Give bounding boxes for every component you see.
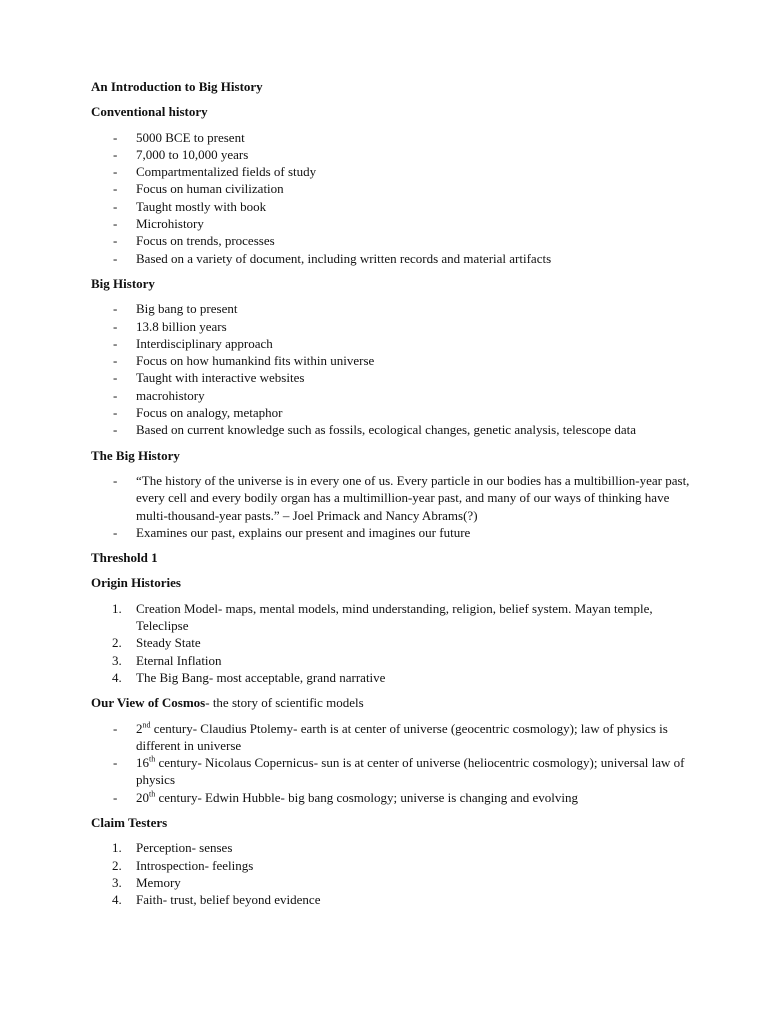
- number-marker: 2.: [112, 857, 122, 873]
- dash-marker: -: [113, 216, 118, 232]
- list-item: [91, 754, 691, 789]
- number-marker: 1.: [112, 840, 122, 856]
- dash-marker: -: [113, 353, 118, 369]
- list-item-text: Taught with interactive websites: [136, 370, 305, 386]
- dash-marker: -: [113, 129, 118, 145]
- number-marker: 4.: [112, 892, 122, 908]
- list-item: [91, 250, 691, 267]
- list-item: [91, 387, 691, 404]
- section-heading-claim-testers: Claim Testers: [91, 814, 168, 830]
- view-of-cosmos-subtitle: - the story of scientific models: [205, 695, 364, 711]
- list-item-text: Introspection- feelings: [136, 857, 254, 873]
- list-item: [91, 180, 691, 197]
- number-marker: 2.: [112, 635, 122, 651]
- dash-marker: -: [113, 164, 118, 180]
- list-item: [91, 146, 691, 163]
- ordinal-suffix: th: [149, 789, 156, 799]
- list-item: [91, 335, 691, 352]
- list-item: [91, 634, 691, 651]
- section-heading-conventional-history: Conventional history: [91, 104, 208, 120]
- dash-marker: -: [113, 472, 118, 488]
- list-item-text: Taught mostly with book: [136, 198, 267, 214]
- dash-marker: -: [113, 198, 118, 214]
- section-heading-the-big-history: The Big History: [91, 447, 180, 463]
- list-item: [91, 472, 691, 524]
- century-number: 2: [136, 720, 143, 736]
- list-item: [91, 198, 691, 215]
- list-item-text: Big bang to present: [136, 301, 238, 317]
- list-item-text: century- Edwin Hubble- big bang cosmology; universe is changing and evolving: [155, 789, 579, 805]
- list-item-text: Faith- trust, belief beyond evidence: [136, 892, 321, 908]
- ordinal-suffix: th: [149, 754, 156, 764]
- dash-marker: -: [113, 318, 118, 334]
- section-heading-origin-histories: Origin Histories: [91, 575, 181, 591]
- number-marker: 1.: [112, 600, 122, 616]
- list-item: [91, 215, 691, 232]
- list-item-text: Focus on human civilization: [136, 181, 284, 197]
- document-title: An Introduction to Big History: [91, 79, 263, 94]
- list-item: [91, 891, 691, 908]
- list-item-text: Interdisciplinary approach: [136, 335, 273, 351]
- dash-marker: -: [113, 789, 118, 805]
- view-of-cosmos-title: Our View of Cosmos: [91, 695, 206, 711]
- dash-marker: -: [113, 720, 118, 736]
- dash-marker: -: [113, 233, 118, 249]
- list-item-text: macrohistory: [136, 387, 205, 403]
- number-marker: 3.: [112, 652, 122, 668]
- dash-marker: -: [113, 422, 118, 438]
- number-marker: 3.: [112, 874, 122, 890]
- list-item-text: Perception- senses: [136, 840, 233, 856]
- the-big-history-list: [91, 472, 691, 541]
- list-item-text: Based on current knowledge such as fossils, ecological changes, genetic analysis, telescope data: [136, 422, 636, 438]
- list-item: [91, 720, 691, 755]
- list-item-text: Compartmentalized fields of study: [136, 164, 317, 180]
- list-item: [91, 318, 691, 335]
- list-item: [91, 857, 691, 874]
- list-item: [91, 789, 691, 806]
- list-item-text: The Big Bang- most acceptable, grand narrative: [136, 669, 386, 685]
- dash-marker: -: [113, 181, 118, 197]
- section-heading-view-of-cosmos: [91, 694, 691, 711]
- section-heading-threshold: Threshold 1: [91, 550, 158, 566]
- list-item-text: Steady State: [136, 635, 201, 651]
- dash-marker: -: [113, 146, 118, 162]
- dash-marker: -: [113, 335, 118, 351]
- list-item-text: Microhistory: [136, 216, 204, 232]
- list-item: [91, 163, 691, 180]
- conventional-history-list: [91, 129, 691, 267]
- list-item-text: Focus on how humankind fits within universe: [136, 353, 375, 369]
- list-item: [91, 669, 691, 686]
- big-history-list: [91, 300, 691, 438]
- list-item: [91, 232, 691, 249]
- list-item: [91, 839, 691, 856]
- list-item-text: 7,000 to 10,000 years: [136, 146, 249, 162]
- dash-marker: -: [113, 301, 118, 317]
- list-item: [91, 300, 691, 317]
- list-item: [91, 369, 691, 386]
- dash-marker: -: [113, 524, 118, 540]
- list-item-text: Memory: [136, 874, 181, 890]
- section-heading-big-history: Big History: [91, 275, 155, 291]
- dash-marker: -: [113, 250, 118, 266]
- list-item: [91, 874, 691, 891]
- list-item: [91, 524, 691, 541]
- claim-testers-list: [91, 839, 691, 908]
- list-item-text: Based on a variety of document, including written records and material artifacts: [136, 250, 552, 266]
- list-item-text: 5000 BCE to present: [136, 129, 245, 145]
- list-item: [91, 352, 691, 369]
- quote-text: “The history of the universe is in every one of us. Every particle in our bodies has a multibillion-year past, every cell and every bodily organ has a multimillion-year past, and many of our ways of thinking have multi-thousand-year pasts.” – Joel Primack and Nancy Abrams(?): [136, 472, 690, 523]
- century-number: 16: [136, 755, 149, 771]
- list-item: [91, 421, 691, 438]
- dash-marker: -: [113, 755, 118, 771]
- number-marker: 4.: [112, 669, 122, 685]
- list-item: [91, 600, 691, 635]
- origin-histories-list: [91, 600, 691, 686]
- list-item-text: Creation Model- maps, mental models, mind understanding, religion, belief system. Mayan temple, Teleclipse: [136, 600, 653, 634]
- list-item: [91, 404, 691, 421]
- list-item-text: Focus on trends, processes: [136, 233, 275, 249]
- list-item-text: 13.8 billion years: [136, 318, 227, 334]
- list-item: [91, 652, 691, 669]
- list-item: [91, 129, 691, 146]
- list-item-text: century- Claudius Ptolemy- earth is at center of universe (geocentric cosmology); law of physics is different in universe: [136, 720, 668, 753]
- list-item-text: century- Nicolaus Copernicus- sun is at center of universe (heliocentric cosmology); universal law of physics: [136, 755, 685, 788]
- list-item-text: Examines our past, explains our present and imagines our future: [136, 524, 471, 540]
- view-of-cosmos-list: [91, 720, 691, 806]
- dash-marker: -: [113, 370, 118, 386]
- ordinal-suffix: nd: [142, 720, 151, 730]
- dash-marker: -: [113, 405, 118, 421]
- dash-marker: -: [113, 387, 118, 403]
- document-page: [91, 78, 691, 916]
- list-item-text: Focus on analogy, metaphor: [136, 405, 283, 421]
- century-number: 20: [136, 789, 149, 805]
- list-item-text: Eternal Inflation: [136, 652, 222, 668]
